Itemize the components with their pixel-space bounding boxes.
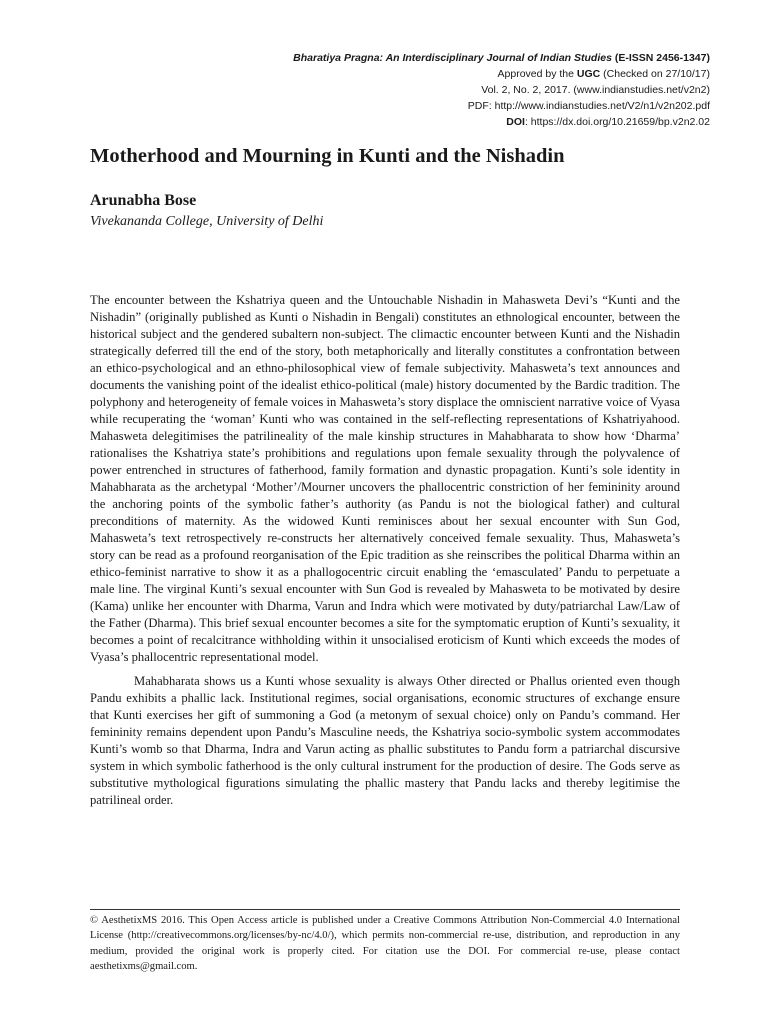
article-title: Motherhood and Mourning in Kunti and the Nishadin <box>90 145 565 167</box>
license-footer <box>90 913 680 974</box>
journal-title-line <box>293 50 710 66</box>
approval-prefix: Approved by the <box>497 68 577 80</box>
pdf-line: PDF: http://www.indianstudies.net/V2/n1/v2n202.pdf <box>467 100 710 112</box>
author-affiliation: Vivekananda College, University of Delhi <box>90 214 324 229</box>
approval-suffix: (Checked on 27/10/17) <box>600 68 710 80</box>
journal-issn: (E-ISSN 2456-1347) <box>611 52 710 64</box>
author-name: Arunabha Bose <box>90 192 197 209</box>
approval-line <box>293 66 710 82</box>
body-paragraph-1: The encounter between the Kshatriya queen and the Untouchable Nishadin in Mahasweta Devi’s “Kunti and the Nishadin” (originally published as Kunti o Nishadin in Bengali) constitutes an ethnological encounter, between the historical subject and the gendered subaltern non-subject. The climactic encounter between Kunti and the Nishadin strategically deferred till the end of the story, both metaphorically and literally constitutes a confrontation between an ethico-psychological and an ethno-philosophical view of female subjectivity. Mahasweta’s text announces and documents the vanishing point of the idealist ethico-political (male) history documented by the Bardic tradition. The polyphony and heterogeneity of female voices in Mahasweta’s story displace the omniscient narrative voice of Vyasa while recuperating the ‘woman’ Kunti who was contained in the self-reflecting representations of Kshatriyahood. Mahasweta delegitimises the patrilineality of the male kinship structures in Mahabharata to show how ‘Dharma’ rationalises the Kshatriya state’s prohibitions and regulations upon female sexuality through the polyvalence of power entrenched in structures of fatherhood, family formation and dynastic propagation. Kunti’s sole identity in Mahabharata as the archetypal ‘Mother’/Mourner uncovers the phallocentric constriction of her femininity around the anchoring points of the symbolic father’s authority (as Pandu is not the biological father) and cultural preconditions of maternity. As the widowed Kunti reminisces about her sexual encounter with Sun God, Mahasweta’s text retrospectively re-constructs her alternatively conceived female sexuality. Thus, Mahasweta’s story can be read as a profound reorganisation of the Epic tradition as she reinscribes the political Dharma within an ethico-feminist narrative to show it as a phallogocentric circuit enabling the ‘emasculated’ Pandu to perpetuate a male line. The virginal Kunti’s sexual encounter with Sun God is revealed by Mahasweta to be motivated by desire (Kama) unlike her encounter with Dharma, Varun and Indra which were motivated by duty/patriarchal Law/Law of the Father (Dharma). This brief sexual encounter becomes a site for the symptomatic eruption of Kunti’s sexuality, it becomes a point of recalcitrance withholding within it unsocialised eroticism of Kunti which exceeds the modes of Vyasa’s phallocentric representational model. <box>90 293 680 664</box>
doi-value: : https://dx.doi.org/10.21659/bp.v2n2.02 <box>524 116 710 128</box>
journal-title: Bharatiya Pragna: An Interdisciplinary Journal of Indian Studies <box>293 52 612 64</box>
approval-ugc: UGC <box>576 68 601 80</box>
footer-divider <box>90 909 680 910</box>
doi-line <box>293 114 710 130</box>
license-text: © AesthetixMS 2016. This Open Access article is published under a Creative Commons Attribution Non-Commercial 4.0 International License (http://creativecommons.org/licenses/by-nc/4.0/), which permits non-commercial re-use, distribution, and reproduction in any medium, provided the original work is properly cited. For citation use the DOI. For commercial re-use, please contact aesthetixms@gmail.com. <box>90 915 680 972</box>
volume-line: Vol. 2, No. 2, 2017. (www.indianstudies.net/v2n2) <box>481 84 710 96</box>
doi-label: DOI <box>506 116 525 128</box>
article-body <box>90 292 680 825</box>
journal-header <box>293 50 710 130</box>
body-paragraph-2: Mahabharata shows us a Kunti whose sexuality is always Other directed or Phallus oriented even though Pandu exhibits a phallic lack. Institutional regimes, social organisations, economic structures of exchange ensure that Kunti exercises her gift of summoning a God (a metonym of sexual choice) only on Pandu’s command. Her femininity remains dependent upon Pandu’s Masculine needs, the Kshatriya socio-symbolic system accommodates Kunti’s womb so that Dharma, Indra and Varun acting as phallic substitutes to Pandu form a patriarchal discursive system in which symbolic fatherhood is the only cultural instrument for the production of desire. The Gods serve as substitutive mythological figurations simulating the phallic mastery that Pandu lacks and thereby legitimise the patrilineal order. <box>90 674 680 807</box>
